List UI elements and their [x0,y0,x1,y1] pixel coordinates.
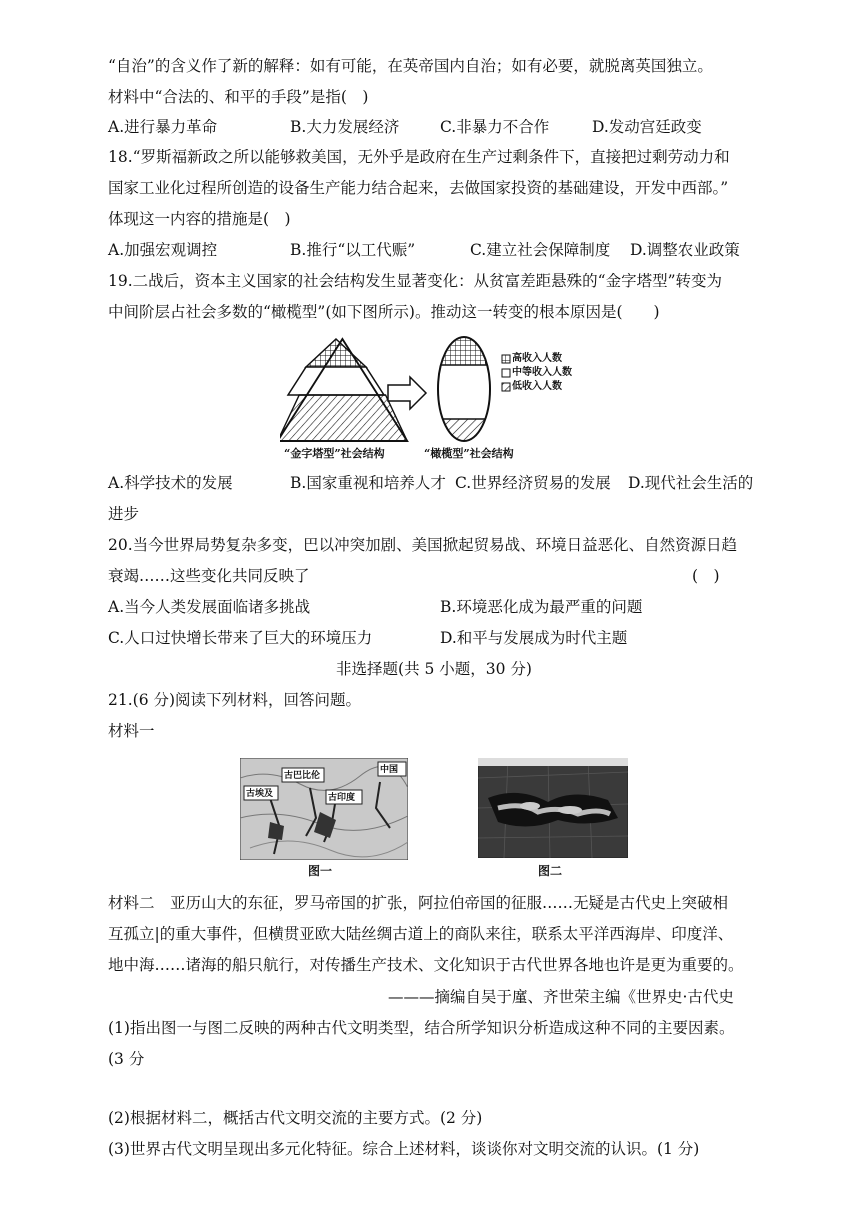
map-label-babylon: 古巴比伦 [284,771,321,781]
q21-sub-1-line-2: (3 分 [108,1050,145,1068]
q20-option-c: C.人口过快增长带来了巨大的环境压力 [108,629,373,647]
q18-option-a: A.加强宏观调控 [108,241,218,259]
q21-line-1: 21.(6 分)阅读下列材料，回答问题。 [108,691,362,709]
map-label-egypt: 古埃及 [246,789,274,799]
figure-1-caption: 图一 [308,864,333,878]
q18-line-3: 体现这一内容的措施是( ) [108,210,291,228]
mediterranean-map [478,758,628,858]
q21-sub-2: (2)根据材料二，概括古代文明交流的主要方式。(2 分) [108,1109,483,1127]
q17-option-b: B.大力发展经济 [290,118,400,136]
pyramid-caption: “金字塔型”社会结构 [284,447,385,460]
material-1-label: 材料一 [108,722,155,740]
q21-sub-3: (3)世界古代文明呈现出多元化特征。综合上述材料，谈谈你对文明交流的认识。(1 分) [108,1140,700,1158]
q19-line-2: 中间阶层占社会多数的“橄榄型”(如下图所示)。推动这一转变的根本原因是( ) [108,303,660,321]
map-label-india: 古印度 [328,793,356,803]
material-2-line-3: 地中海……诸海的船只航行，对传播生产技术、文化知识于古代世界各地也许是更为重要的。 [108,956,744,974]
q19-option-a: A.科学技术的发展 [108,474,233,492]
q19-option-d-wrap: 进步 [108,505,140,523]
q19-option-d: D.现代社会生活的 [628,474,754,492]
material-2-line-2: 互孤立|的重大事件，但横贯亚欧大陆丝绸古道上的商队来往，联系太平洋西海岸、印度洋、 [108,925,734,943]
map-label-china: 中国 [380,765,399,775]
q20-answer-bracket: ( ) [692,567,720,585]
figure-legend [502,355,510,391]
intro-line-2: 材料中“合法的、和平的手段”是指( ) [108,88,369,106]
olive-shape [436,335,496,445]
olive-caption: “橄榄型”社会结构 [424,447,514,460]
q20-line-2: 衰竭……这些变化共同反映了 [108,567,310,585]
q17-option-c: C.非暴力不合作 [440,118,550,136]
arrow-right-icon [388,377,426,409]
material-2-source: ———摘编自吴于廑、齐世荣主编《世界史·古代史 [388,988,734,1006]
q17-option-a: A.进行暴力革命 [108,118,218,136]
legend-high-income: 高收入人数 [512,353,562,364]
legend-middle-income: 中等收入人数 [512,367,572,378]
q18-option-d: D.调整农业政策 [630,241,740,259]
intro-line-1: “自治”的含义作了新的解释：如有可能，在英帝国内自治；如有必要，就脱离英国独立。 [108,57,713,75]
q20-option-a: A.当今人类发展面临诸多挑战 [108,598,311,616]
section-title: 非选择题(共 5 小题，30 分) [336,660,532,678]
q18-option-b: B.推行“以工代赈” [290,241,416,259]
q18-line-1: 18.“罗斯福新政之所以能够救美国，无外乎是政府在生产过剩条件下，直接把过剩劳动力和 [108,148,730,166]
q20-line-1: 20.当今世界局势复杂多变，巴以冲突加剧、美国掀起贸易战、环境日益恶化、自然资源日趋 [108,536,738,554]
q20-option-b: B.环境恶化成为最严重的问题 [440,598,643,616]
q19-line-1: 19.二战后，资本主义国家的社会结构发生显著变化：从贫富差距悬殊的“金字塔型”转变为 [108,272,723,290]
q17-option-d: D.发动宫廷政变 [592,118,702,136]
q19-option-b: B.国家重视和培养人才 [290,474,446,492]
figure-2-caption: 图二 [538,864,563,878]
q19-option-c: C.世界经济贸易的发展 [455,474,611,492]
legend-low-income: 低收入人数 [512,381,562,392]
q21-sub-1-line-1: (1)指出图一与图二反映的两种古代文明类型，结合所学知识分析造成这种不同的主要因素。 [108,1019,735,1037]
q18-line-2: 国家工业化过程所创造的设备生产能力结合起来，去做国家投资的基础建设，开发中西部。” [108,179,729,197]
q20-option-d: D.和平与发展成为时代主题 [440,629,628,647]
q18-option-c: C.建立社会保障制度 [470,241,611,259]
material-2-line-1: 材料二 亚历山大的东征，罗马帝国的扩张，阿拉伯帝国的征服……无疑是古代史上突破相 [108,894,729,912]
